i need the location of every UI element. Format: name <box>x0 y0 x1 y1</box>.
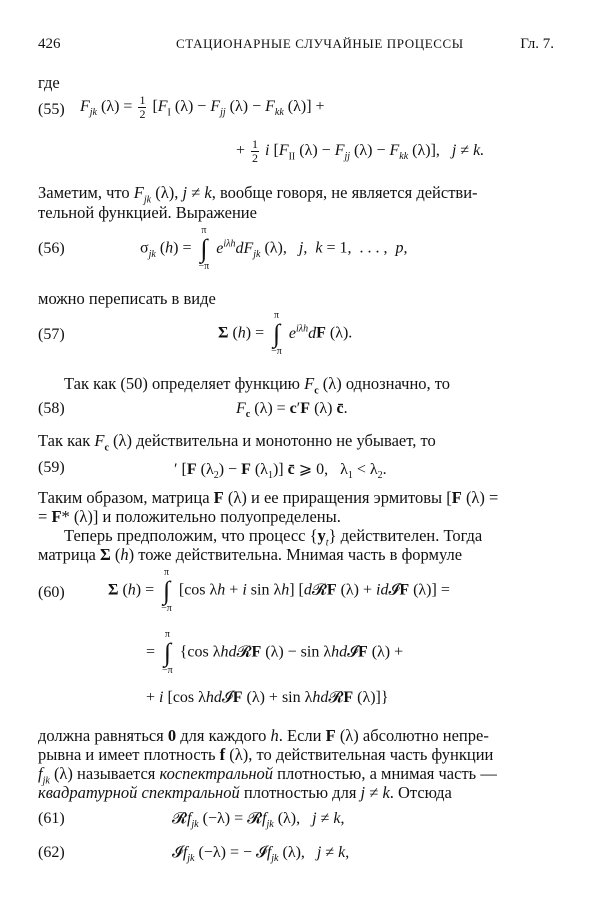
final-paragraph-line-2: рывна и имеет плотность f (λ), то действительная часть функции <box>38 745 494 764</box>
where-text: где <box>38 73 60 92</box>
eq-number-62: (62) <box>38 844 65 861</box>
final-paragraph-line-1: должна равняться 0 для каждого h. Если F (λ) абсолютно непре- <box>38 726 489 745</box>
eq-number-59: (59) <box>38 459 65 476</box>
eq-number-56: (56) <box>38 240 65 257</box>
equation-60-line3: + i [cos λhd𝓘F (λ) + sin λhd𝓡F (λ)]} <box>146 689 389 706</box>
eq-number-61: (61) <box>38 810 65 827</box>
paragraph-1-line-1: Заметим, что $F_{jk}$ (λ), j ≠ k, вообще говоря, не является действи- <box>38 183 478 206</box>
equation-56: $\sigma_{jk}$ (h) = π ∫ −π $e^{i\lambda h}dF_{jk}$ (λ), j, k = 1, . . . , p, <box>140 225 408 272</box>
eq-number-58: (58) <box>38 400 65 417</box>
equation-55-line2: + $\frac{1}{2}$ i [$F_{II}$ $(\lambda) - F_{jj}$ $(\lambda) - F_{kk}$ (λ)], j ≠ k. <box>236 137 485 165</box>
final-paragraph-line-3: $f_{jk}$ (λ) называется коспектральной плотностью, а мнимая часть — <box>38 764 497 787</box>
paragraph-60-line-1: Таким образом, матрица F (λ) и ее приращения эрмитовы [F (λ) = <box>38 488 499 507</box>
equation-55-line1: $F_{jk}$ (λ) = $\frac{1}{2}$ [$F_I$ $(\lambda) - F_{jj}$ $(\lambda) - F_{kk}$ (λ)] + <box>80 93 325 121</box>
equation-59: ′ [F $(\lambda_2) - F$ $(\lambda_1)$] c̄ ⩾ 0, $\lambda_1 < \lambda_2$. <box>174 461 387 482</box>
equation-57: Σ (h) = π ∫ −π $e^{i\lambda h}dF$ (λ). <box>218 310 353 357</box>
equation-60-line1: Σ (h) = π ∫ −π [cos λh + i sin λh] [d𝓡F (λ) + id𝓘F (λ)] = <box>108 567 450 614</box>
eq-number-60: (60) <box>38 584 65 601</box>
running-title: СТАЦИОНАРНЫЕ СЛУЧАЙНЫЕ ПРОЦЕССЫ <box>176 36 464 51</box>
equation-62: 𝓘f$_{jk}$ (−λ) = − 𝓘f$_{jk}$ (λ), j ≠ k, <box>172 844 350 865</box>
paragraph-60-line-3: Теперь предположим, что процесс $\{y_t\}$ действителен. Тогда <box>64 526 483 549</box>
paragraph-60-line-4: матрица Σ (h) тоже действительна. Мнимая часть в формуле <box>38 545 463 564</box>
paragraph-59-text: Так как $F_c$ (λ) действительна и монотонно не убывает, то <box>38 431 436 454</box>
paragraph-58-text: Так как (50) определяет функцию $F_c$ (λ) однозначно, то <box>64 374 451 397</box>
eq-number-57: (57) <box>38 326 65 343</box>
paragraph-1-line-2: тельной функцией. Выражение <box>38 203 257 222</box>
equation-60-line2: = π ∫ −π {cos λhd𝓡F (λ) − sin λhd𝓘F (λ) + <box>146 629 404 676</box>
equation-61: 𝓡f$_{jk}$ (−λ) = 𝓡f$_{jk}$ (λ), j ≠ k, <box>172 810 345 831</box>
running-header <box>38 36 554 58</box>
chapter-label: Гл. 7. <box>520 36 554 52</box>
rewrite-text: можно переписать в виде <box>38 289 216 308</box>
paragraph-60-line-2: = F* (λ)] и положительно полуопределены. <box>38 507 341 526</box>
page-number: 426 <box>38 36 61 52</box>
equation-58: $F_c$ (λ) = c′F (λ) c̄. <box>236 400 348 421</box>
eq-number-55: (55) <box>38 101 65 118</box>
final-paragraph-line-4: квадратурной спектральной плотностью для j ≠ k. Отсюда <box>38 783 452 802</box>
